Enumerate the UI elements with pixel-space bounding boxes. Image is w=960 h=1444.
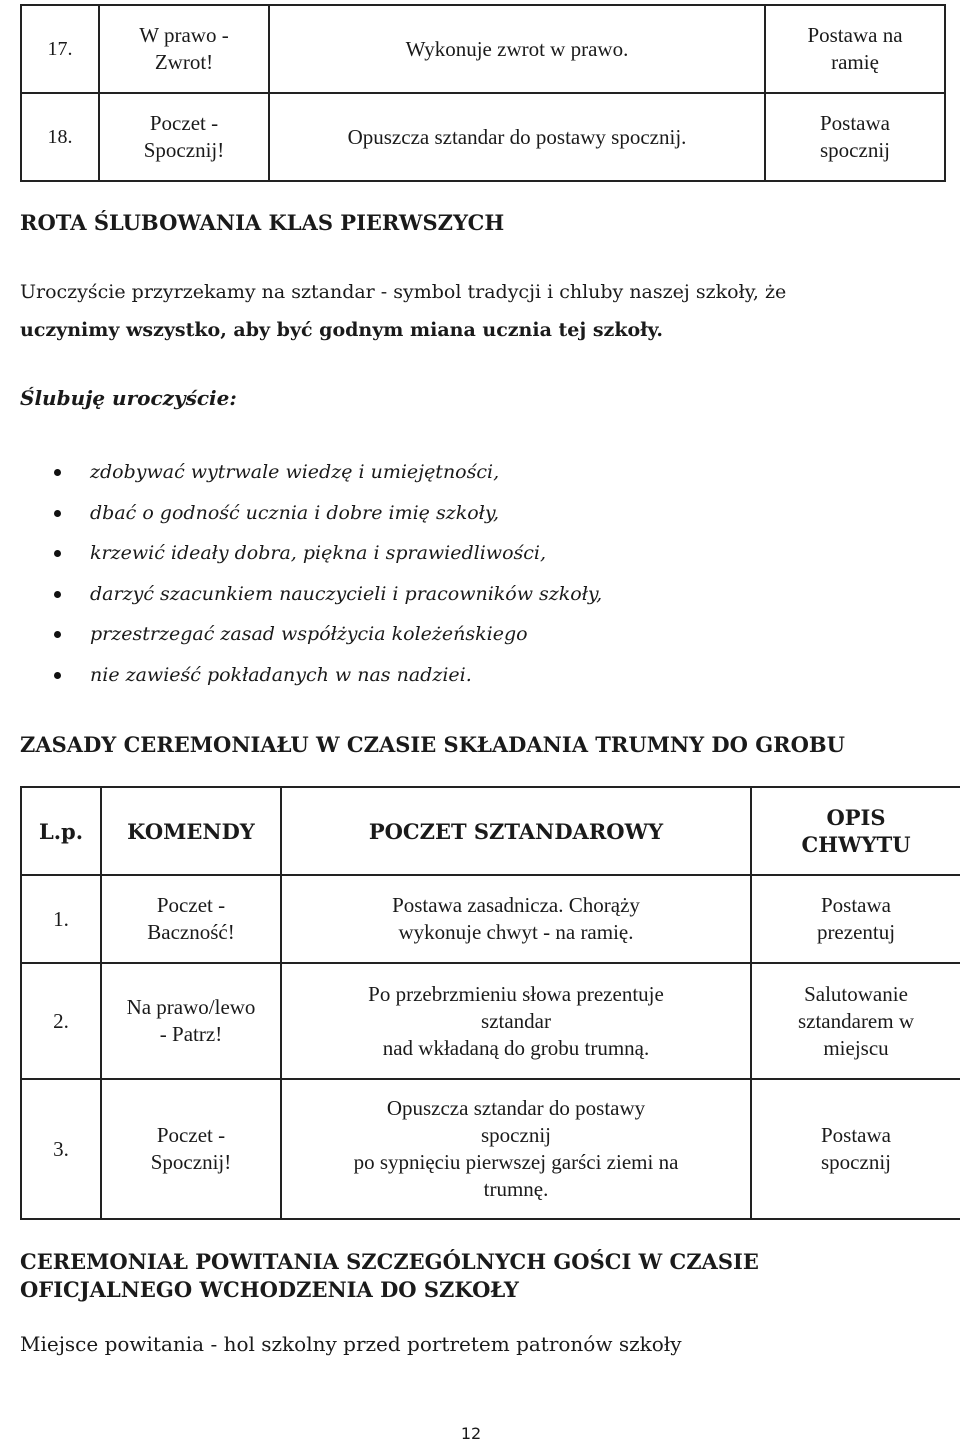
list-item: zdobywać wytrwale wiedzę i umiejętności,: [52, 452, 602, 493]
oath-intro-plain: Uroczyście przyrzekamy na sztandar - symbol tradycji i chluby naszej szkoły, że: [20, 281, 787, 303]
row-number: 3.: [21, 1079, 101, 1219]
description-cell: Postawa zasadnicza. Chorąży wykonuje chwyt - na ramię.: [281, 875, 751, 963]
bullet-icon: [54, 631, 61, 638]
command-cell: Poczet - Baczność!: [101, 875, 281, 963]
oath-intro-bold: uczynimy wszystko, aby być godnym miana ucznia tej szkoły.: [20, 319, 663, 341]
list-item: dbać o godność ucznia i dobre imię szkoły,: [52, 493, 602, 534]
welcome-place-text: Miejsce powitania - hol szkolny przed portretem patronów szkoły: [20, 1332, 682, 1356]
list-item: darzyć szacunkiem nauczycieli i pracowników szkoły,: [52, 574, 602, 615]
page-number: 12: [460, 1424, 482, 1443]
table-row: [21, 1079, 960, 1219]
oath-intro-text: [20, 273, 950, 349]
command-cell: Poczet - Spocznij!: [101, 1079, 281, 1219]
header-grip: OPIS CHWYTU: [751, 787, 960, 875]
burial-heading: ZASADY CEREMONIAŁU W CZASIE SKŁADANIA TRUMNY DO GROBU: [20, 732, 845, 757]
bullet-icon: [54, 591, 61, 598]
table-header-row: [21, 787, 960, 875]
bullet-icon: [54, 550, 61, 557]
header-lp: L.p.: [21, 787, 101, 875]
list-item: przestrzegać zasad współżycia koleżeńskiego: [52, 614, 602, 655]
list-item: krzewić ideały dobra, piękna i sprawiedliwości,: [52, 533, 602, 574]
bullet-icon: [54, 469, 61, 476]
welcome-heading: CEREMONIAŁ POWITANIA SZCZEGÓLNYCH GOŚCI W CZASIE OFICJALNEGO WCHODZENIA DO SZKOŁY: [20, 1249, 759, 1302]
description-cell: Opuszcza sztandar do postawy spocznij.: [269, 93, 765, 181]
grip-cell: Postawa prezentuj: [751, 875, 960, 963]
description-cell: Wykonuje zwrot w prawo.: [269, 5, 765, 93]
table-row: [21, 93, 945, 181]
burial-ceremony-table: [20, 786, 960, 1220]
command-cell: Na prawo/lewo - Patrz!: [101, 963, 281, 1079]
oath-list: [52, 452, 602, 696]
bullet-icon: [54, 672, 61, 679]
header-description: POCZET SZTANDAROWY: [281, 787, 751, 875]
grip-cell: Postawa na ramię: [765, 5, 945, 93]
row-number: 2.: [21, 963, 101, 1079]
pledge-label: Ślubuję uroczyście:: [20, 386, 237, 410]
table-row: [21, 875, 960, 963]
oath-heading: ROTA ŚLUBOWANIA KLAS PIERWSZYCH: [20, 210, 505, 235]
command-table-continued: [20, 4, 946, 182]
command-cell: W prawo - Zwrot!: [99, 5, 269, 93]
grip-cell: Salutowanie sztandarem w miejscu: [751, 963, 960, 1079]
list-item: nie zawieść pokładanych w nas nadziei.: [52, 655, 602, 696]
bullet-icon: [54, 510, 61, 517]
grip-cell: Postawa spocznij: [765, 93, 945, 181]
grip-cell: Postawa spocznij: [751, 1079, 960, 1219]
description-cell: Opuszcza sztandar do postawy spocznij po sypnięciu pierwszej garści ziemi na trumnę.: [281, 1079, 751, 1219]
row-number: 1.: [21, 875, 101, 963]
table-row: [21, 5, 945, 93]
command-cell: Poczet - Spocznij!: [99, 93, 269, 181]
table-row: [21, 963, 960, 1079]
header-commands: KOMENDY: [101, 787, 281, 875]
row-number: 18.: [21, 93, 99, 181]
description-cell: Po przebrzmieniu słowa prezentuje sztandar nad wkładaną do grobu trumną.: [281, 963, 751, 1079]
row-number: 17.: [21, 5, 99, 93]
